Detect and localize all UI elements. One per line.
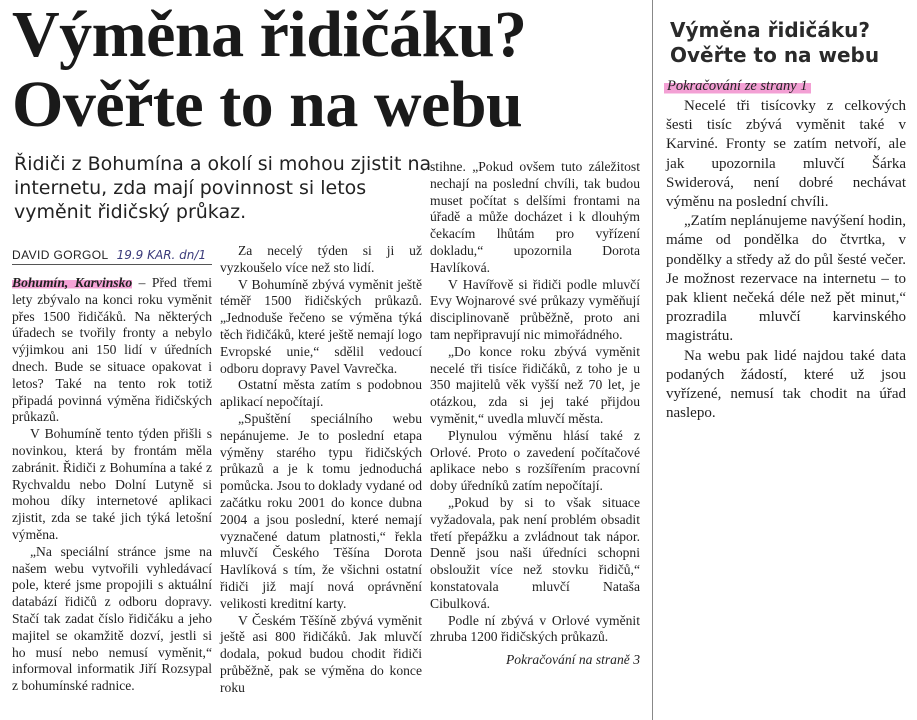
byline [12, 246, 212, 268]
paragraph [12, 275, 212, 426]
article-column-3 [430, 159, 640, 669]
dateline-place: Bohumín, Karvinsko [12, 275, 133, 290]
paragraph-text: – Před třemi lety zbývalo na konci roku vyměnit přes 1500 řidičáků. Na některých úřadech se tvořily fronty a nebylo výjimkou ani 150 lidí v úředních dnech. Bude se situace opakovat i letos? Také na tento rok totiž připadá povinná výměna řidičských průkazů. [12, 275, 212, 425]
paragraph: Na webu pak lidé najdou také data podaných žádostí, které už jsou vyřízené, nemusí tak chodit na úřad naslepo. [666, 347, 906, 422]
paragraph: Necelé tři tisícovky z celkových šesti tisíc zbývá vyměnit také v Karviné. Fronty se zatím netvoří, ale jak upozornila mluvčí Šárka Swiderová, není dobré nechávat výměnu na poslední chvíli. [666, 98, 906, 211]
handwritten-note: 19.9 KAR. dn/1 [116, 248, 207, 262]
paragraph: „Na speciální stránce jsme na našem webu vytvořili vyhledávací pole, které jsme propojili s aktuální databází řidičů z odboru dopravy. Stačí tak zadat číslo řidičáku a jeho majitel se okamžitě dozví, jestli si ho musí nebo nemusí vyměnit,“ informoval informatik Jiří Rozsypal z bohumínské radnice. [12, 543, 212, 694]
paragraph: „Spuštění speciálního webu nepánujeme. Je to poslední etapa výměny starého typu řidičských průkazů a je k tomu jednoduchá pomůcka. Jsou to doklady vydané od začátku roku 2001 do konce dubna 2004 a jsou poslední, které nemají vyznačené datum platnosti,“ řekla mluvčí Českého Těšína Dorota Havlíková s tím, že všichni ostatní řidiči již mají nová oprávnění velikosti kreditní karty. [220, 410, 422, 611]
clipping-divider [652, 0, 653, 720]
paragraph: stihne. „Pokud ovšem tuto záležitost nechají na poslední chvíli, tak budou muset počítat s delšími frontami na úřadě a může docházet i k dlouhým čekacím lhůtám pro vyřízení dokladu,“ upozornila Dorota Havlíková. [430, 159, 640, 275]
continuation-column [666, 97, 906, 423]
continuation-title [670, 18, 910, 68]
headline-line-1: Výměna řidičáku? [12, 0, 527, 71]
lead-paragraph: Řidiči z Bohumína a okolí si mohou zjistit na internetu, zda mají povinnost si letos vyměnit řidičský průkaz. [14, 153, 432, 223]
paragraph: V Bohumíně tento týden přišli s novinkou, která by frontám měla zabránit. Řidiči z Bohumína a také z Rychvaldu nebo Dolní Lutyně si mohou díky internetové aplikaci zjistit, zda se také jich týká letošní výměna. [12, 426, 212, 542]
continuation-title-line-2: Ověřte to na webu [670, 43, 880, 67]
paragraph: V Českém Těšíně zbývá vyměnit ještě asi 800 řidičáků. Jak mluvčí dodala, pokud budou chodit řidiči průběžně, pak se výměna do konce roku [220, 612, 422, 695]
byline-rule [12, 264, 212, 265]
article-column-1 [12, 275, 212, 695]
paragraph: Ostatní města zatím s podobnou aplikací nepočítají. [220, 377, 422, 410]
paragraph: „Pokud by si to však situace vyžadovala, pak není problém obsadit třetí přepážku a zvládnout tak nápor. Denně jsou naši úředníci schopni obsloužit více než stovku řidičů,“ konstatovala mluvčí Nataša Cibulková. [430, 494, 640, 611]
paragraph: „Do konce roku zbývá vyměnit necelé tři tisíce řidičáků, z toho je u 350 majitelů věk vyšší než 70 let, je otázkou, zda si jej také přijdou vyměnit,“ uvedla mluvčí města. [430, 343, 640, 426]
paragraph: Za necelý týden si ji už vyzkoušelo více než sto lidí. [220, 243, 422, 275]
continued-on-label: Pokračování na straně 3 [505, 652, 640, 668]
continuation-clipping [656, 0, 917, 720]
continued-from-label: Pokračování ze strany 1 [664, 78, 811, 95]
article-column-2 [220, 243, 422, 697]
continuation-title-line-1: Výměna řidičáku? [670, 18, 870, 42]
headline [12, 0, 642, 140]
author-name: DAVID GORGOL [12, 248, 109, 262]
paragraph: V Bohumíně zbývá vyměnit ještě téměř 1500 řidičských průkazů. „Jednoduše řečeno se výměna týká těch řidičáků, které ještě nemají logo Evropské unie,“ sdělil vedoucí odboru dopravy Pavel Vavrečka. [220, 276, 422, 376]
headline-line-2: Ověřte to na webu [12, 68, 523, 141]
paragraph: Podle ní zbývá v Orlové vyměnit zhruba 1200 řidičských průkazů. [430, 612, 640, 645]
paragraph: „Zatím neplánujeme navýšení hodin, máme od pondělka do čtvrtka, v pondělky a středy až do půl šesté večer. Je možnost rezervace na internetu – to pak klient nečeká déle než pět minut,“ prozradila mluvčí karvinského magistrátu. [666, 213, 906, 345]
paragraph: Plynulou výměnu hlásí také z Orlové. Proto o zavedení počítačové aplikace nebo s rozšířením pracovní doby úředníků zatím nepočítají. [430, 427, 640, 494]
paragraph: V Havířově si řidiči podle mluvčí Evy Wojnarové své průkazy vyměňují disciplinovaně průběžně, proto ani tam nepřipravují nic mimořádného. [430, 276, 640, 342]
